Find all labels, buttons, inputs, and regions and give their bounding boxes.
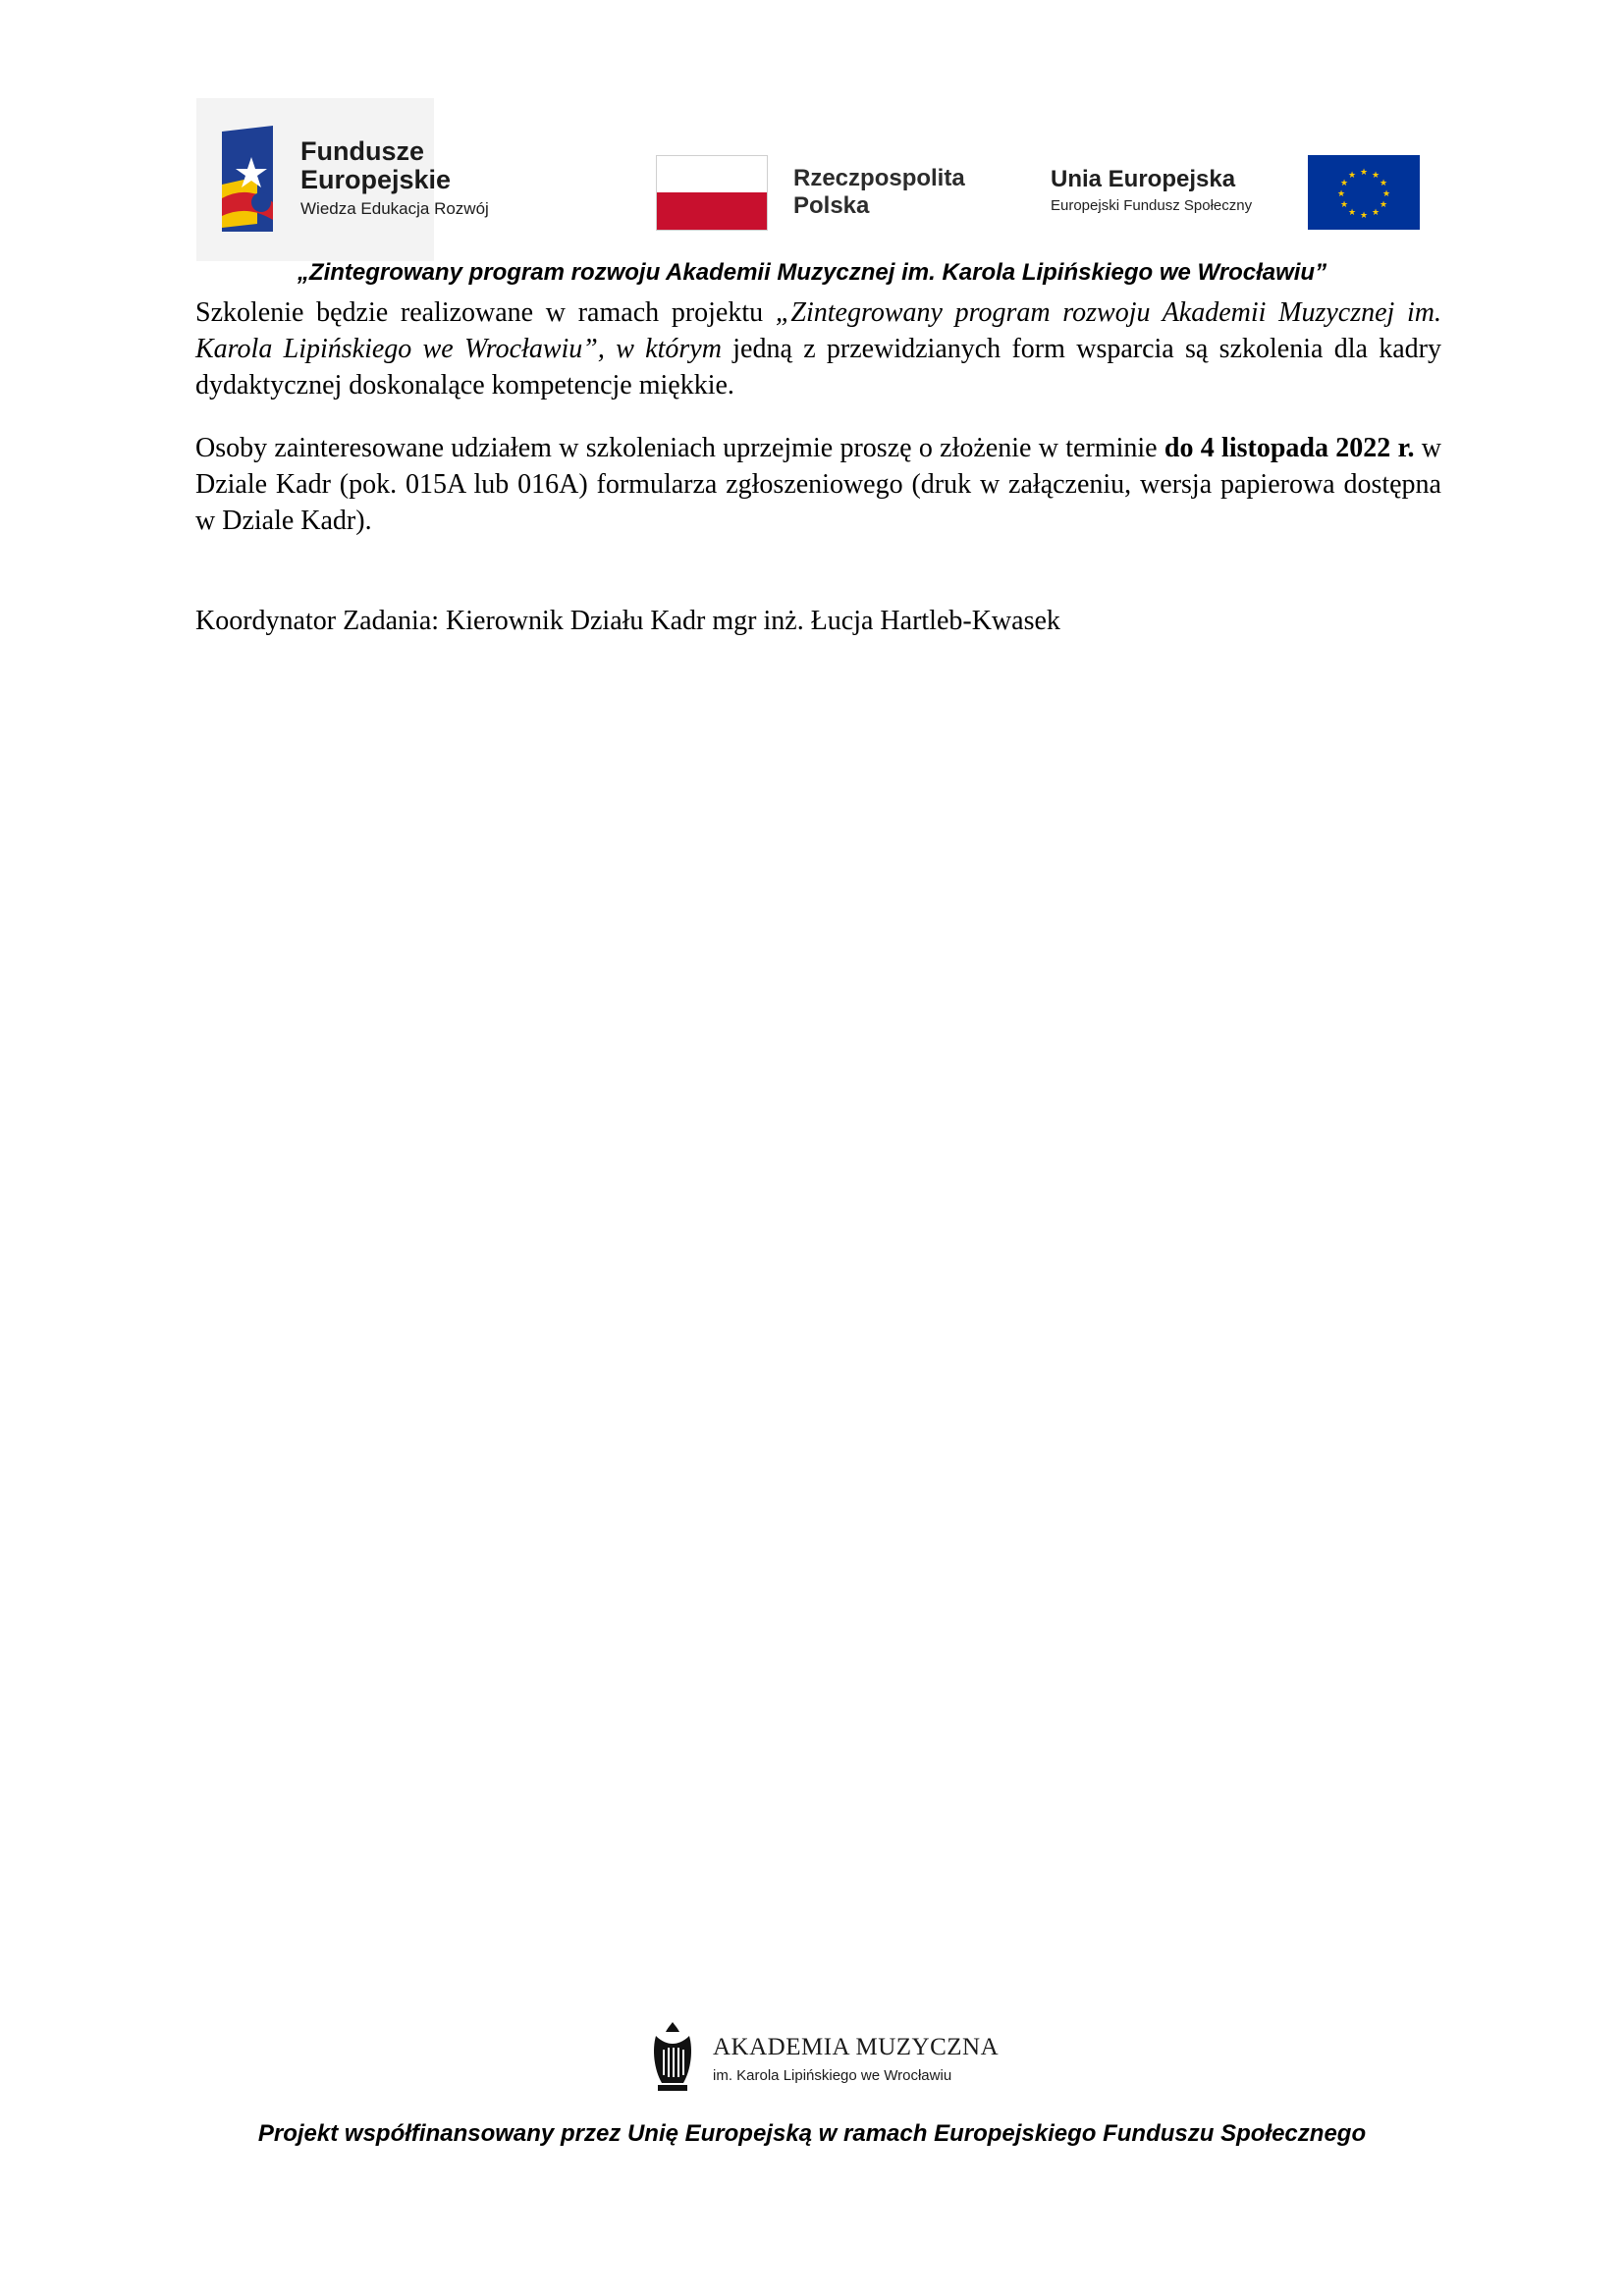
svg-text:★: ★	[1336, 189, 1346, 199]
header-logos	[196, 98, 1434, 265]
paragraph-1	[195, 294, 1441, 403]
coordinator-line: Koordynator Zadania: Kierownik Działu Kadr mgr inż. Łucja Hartleb-Kwasek	[195, 606, 1060, 636]
eu-flag-icon	[1308, 155, 1420, 230]
paragraph-1-text: Szkolenie będzie realizowane w ramach projektu	[195, 297, 776, 328]
paragraph-2	[195, 430, 1441, 539]
svg-text:★: ★	[1379, 200, 1388, 210]
lyre-icon	[648, 2020, 697, 2093]
unia-europejska-label: Unia Europejska	[1051, 166, 1236, 192]
paragraph-1-text-end: jedną z przewidzianych form wsparcia są szkolenia dla kadry dydaktycznej doskonalące kompetencje miękkie.	[195, 334, 1441, 400]
paragraph-1-project-name: „Zintegrowany program rozwoju Akademii Muzycznej im. Karola Lipińskiego we Wrocławiu”, w którym	[195, 297, 1442, 364]
polska-label: Polska	[793, 192, 870, 219]
akademia-muzyczna-subtitle: im. Karola Lipińskiego we Wrocławiu	[713, 2067, 952, 2084]
fundusze-europejskie-mark-icon	[218, 126, 277, 232]
paragraph-2-text-end: w Dziale Kadr (pok. 015A lub 016A) formularza zgłoszeniowego (druk w załączeniu, wersja papierowa dostępna w Dziale Kadr).	[195, 433, 1441, 536]
europejskie-label: Europejskie	[300, 165, 452, 194]
fundusze-europejskie-text	[300, 137, 489, 224]
akademia-muzyczna-logo	[648, 2020, 1001, 2093]
rzeczpospolita-polska-text	[793, 165, 965, 220]
unia-europejska-text	[1051, 165, 1252, 218]
svg-text:★: ★	[1339, 179, 1349, 188]
svg-text:★: ★	[1381, 189, 1391, 199]
svg-text:★: ★	[1359, 211, 1369, 221]
efs-label: Europejski Fundusz Społeczny	[1051, 197, 1253, 214]
akademia-muzyczna-label: AKADEMIA MUZYCZNA	[713, 2034, 1000, 2060]
polish-flag-icon	[656, 155, 768, 231]
svg-text:★: ★	[1379, 179, 1388, 188]
paragraph-2-text: Osoby zainteresowane udziałem w szkoleniach uprzejmie proszę o złożenie w terminie	[195, 433, 1164, 463]
unia-europejska-logo	[1051, 155, 1434, 234]
rzeczpospolita-label: Rzeczpospolita	[793, 165, 965, 191]
project-title: „Zintegrowany program rozwoju Akademii Muzycznej im. Karola Lipińskiego we Wrocławiu”	[297, 259, 1327, 286]
deadline-date: do 4 listopada 2022 r.	[1164, 433, 1415, 463]
fundusze-europejskie-logo	[196, 98, 489, 261]
rzeczpospolita-polska-logo	[656, 155, 980, 232]
svg-text:★: ★	[1371, 171, 1380, 181]
svg-text:★: ★	[1339, 200, 1349, 210]
footer-note: Projekt współfinansowany przez Unię Europejską w ramach Europejskiego Funduszu Społecznego	[257, 2120, 1367, 2147]
svg-text:★: ★	[1347, 208, 1357, 218]
fundusze-subtitle: Wiedza Edukacja Rozwój	[300, 199, 489, 218]
svg-text:★: ★	[1371, 208, 1380, 218]
svg-text:★: ★	[1347, 171, 1357, 181]
fundusze-label: Fundusze	[300, 136, 424, 166]
svg-text:★: ★	[1359, 168, 1369, 178]
